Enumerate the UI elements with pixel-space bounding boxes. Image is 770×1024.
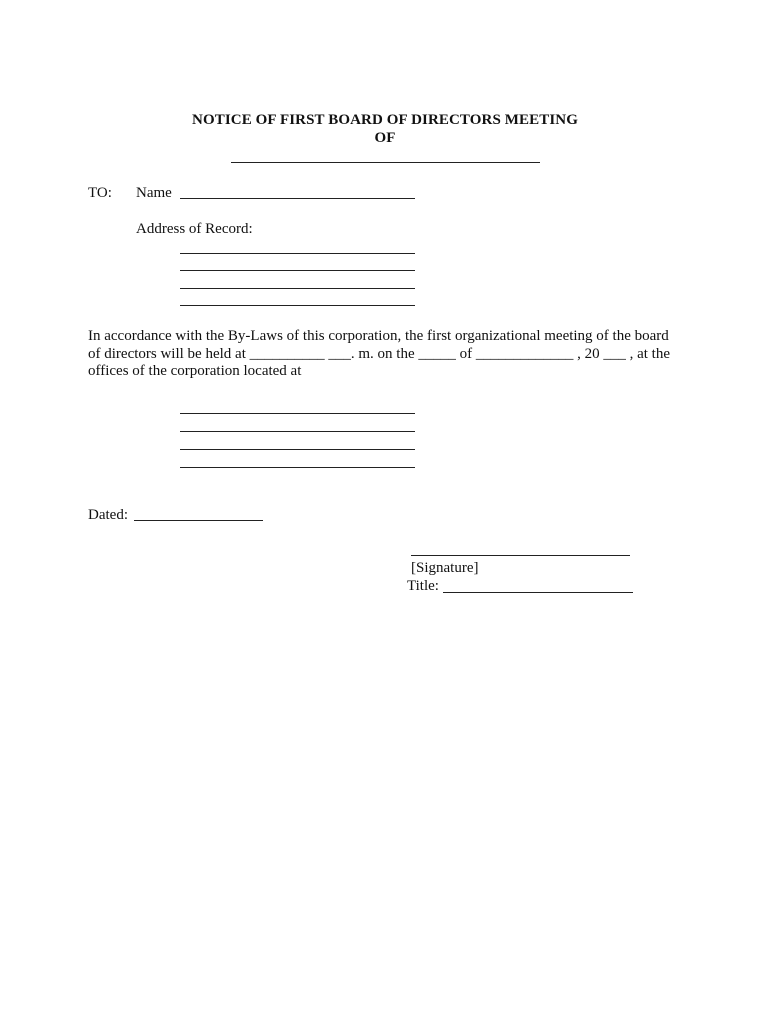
to-label: TO: [88, 185, 112, 201]
address-line-3[interactable] [180, 288, 415, 289]
name-label: Name [136, 185, 172, 201]
location-line-4[interactable] [180, 467, 415, 468]
meeting-paragraph-line-3: offices of the corporation located at [88, 363, 302, 379]
location-line-1[interactable] [180, 413, 415, 414]
signature-label: [Signature] [411, 560, 479, 576]
dated-label: Dated: [88, 507, 128, 523]
dated-field-line[interactable] [134, 520, 263, 521]
location-line-2[interactable] [180, 431, 415, 432]
name-field-line[interactable] [180, 198, 415, 199]
address-line-4[interactable] [180, 305, 415, 306]
document-title-of: OF [374, 130, 396, 146]
document-title: NOTICE OF FIRST BOARD OF DIRECTORS MEETING [192, 112, 578, 128]
address-line-2[interactable] [180, 270, 415, 271]
location-line-3[interactable] [180, 449, 415, 450]
address-of-record-label: Address of Record: [136, 221, 253, 237]
meeting-paragraph-line-1: In accordance with the By-Laws of this corporation, the first organizational meeting of the board [88, 328, 669, 344]
meeting-paragraph-line-2: of directors will be held at __________ ___. m. on the _____ of _____________ , 20 ___ , at the [88, 346, 671, 362]
signature-line[interactable] [411, 555, 630, 556]
title-field-line[interactable] [443, 592, 633, 593]
title-label: Title: [407, 578, 439, 594]
corporation-name-line[interactable] [231, 162, 540, 163]
address-line-1[interactable] [180, 253, 415, 254]
